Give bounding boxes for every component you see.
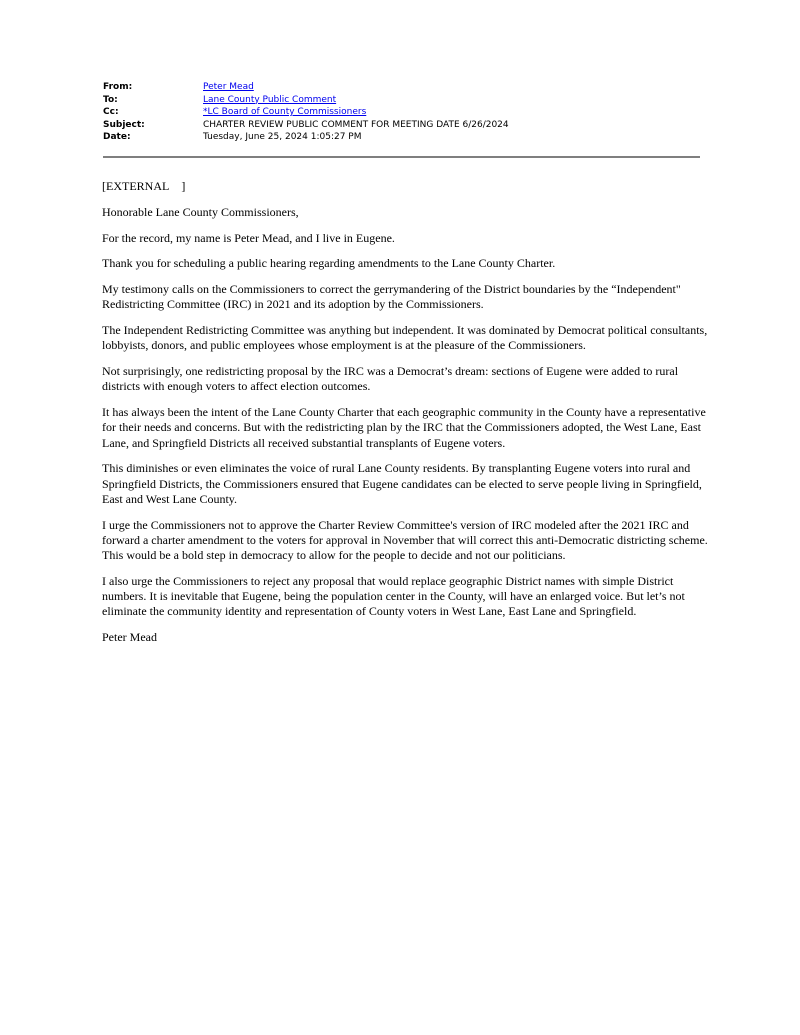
to-link[interactable]: Lane County Public Comment bbox=[203, 94, 337, 105]
body-paragraph: I urge the Commissioners not to approve the Charter Review Committee's version of IRC modeled after the 2021 IRC and forward a charter amendment to the voters for approval in November that will correct this anti-Democratic districting scheme. This would be a bold step in democracy to allow for the people to decide and not our politicians. bbox=[102, 517, 708, 562]
from-link[interactable]: Peter Mead bbox=[203, 82, 254, 92]
body-paragraph: I also urge the Commissioners to reject any proposal that would replace geographic District names with simple District numbers. It is inevitable that Eugene, being the population center in the County, will have an enlarged voice. But let’s not eliminate the community identity and representation of County voters in West Lane, East Lane and Springfield. bbox=[102, 573, 685, 619]
email-header bbox=[103, 81, 700, 144]
date-row bbox=[103, 131, 700, 144]
body-paragraph: My testimony calls on the Commissioners to correct the gerrymandering of the District boundaries by the “Independent" Redistricting Committee (IRC) in 2021 and its adoption by the Commissioners. bbox=[102, 282, 681, 312]
body-paragraph: It has always been the intent of the Lane County Charter that each geographic community in the County have a representative for their needs and concerns. But with the redistricting plan by the IRC that the Commissioners adopted, the West Lane, East Lane, and Springfield Districts all received substantial transplants of Eugene voters. bbox=[102, 405, 706, 450]
greeting: Honorable Lane County Commissioners, bbox=[102, 204, 299, 219]
email-body bbox=[102, 179, 712, 656]
external-tag: [EXTERNAL ] bbox=[102, 179, 186, 193]
to-label: To: bbox=[103, 94, 118, 105]
from-row bbox=[103, 81, 700, 94]
body-paragraph: For the record, my name is Peter Mead, and I live in Eugene. bbox=[102, 230, 395, 245]
signature: Peter Mead bbox=[102, 630, 157, 644]
body-paragraph: Not surprisingly, one redistricting proposal by the IRC was a Democrat’s dream: sections of Eugene were added to rural districts with enough voters to affect election outcomes. bbox=[102, 364, 679, 394]
cc-row bbox=[103, 106, 700, 119]
header-divider bbox=[103, 156, 700, 158]
cc-label: Cc: bbox=[103, 107, 119, 118]
date-label: Date: bbox=[103, 132, 131, 143]
subject-label: Subject: bbox=[103, 119, 145, 130]
subject-row bbox=[103, 119, 700, 132]
to-row bbox=[103, 94, 700, 107]
body-paragraph: Thank you for scheduling a public hearing regarding amendments to the Lane County Charter. bbox=[102, 256, 556, 271]
body-paragraph: This diminishes or even eliminates the voice of rural Lane County residents. By transplanting Eugene voters into rural and Springfield Districts, the Commissioners ensured that Eugene candidates can be elected to serve people living in Springfield, East and West Lane County. bbox=[102, 461, 702, 506]
from-label: From: bbox=[103, 82, 133, 92]
cc-link[interactable]: *LC Board of County Commissioners bbox=[203, 107, 367, 118]
date-value: Tuesday, June 25, 2024 1:05:27 PM bbox=[203, 132, 362, 143]
subject-value: CHARTER REVIEW PUBLIC COMMENT FOR MEETING DATE 6/26/2024 bbox=[203, 119, 509, 130]
body-paragraph: The Independent Redistricting Committee was anything but independent. It was dominated by Democrat political consultants, lobbyists, donors, and public employees whose employment is at the pleasure of the Commissioners. bbox=[102, 323, 708, 353]
